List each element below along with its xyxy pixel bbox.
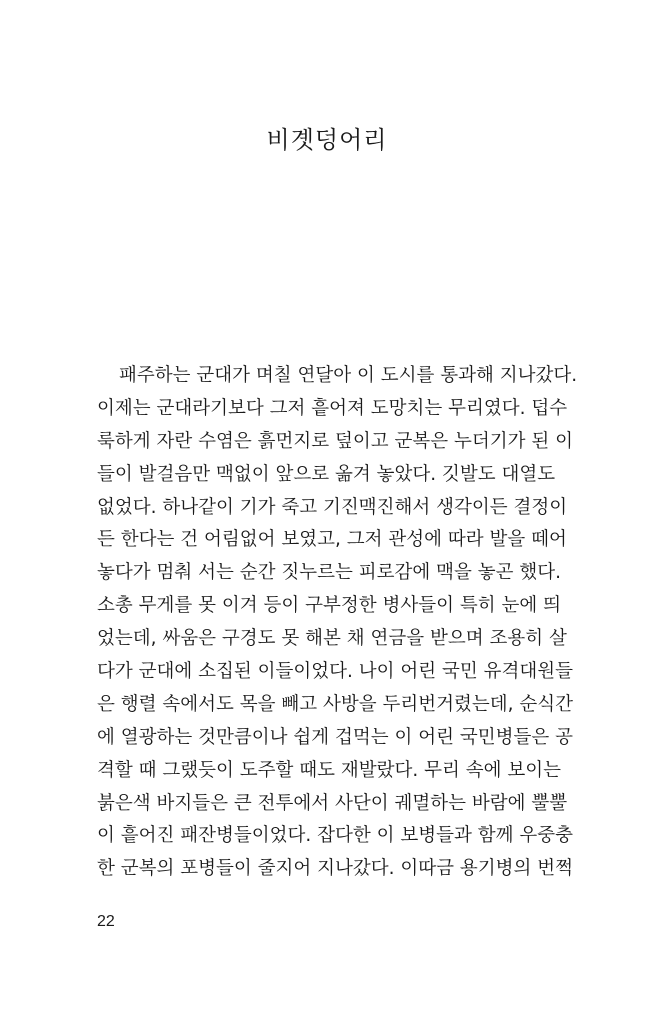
text-line: 에 열광하는 것만큼이나 쉽게 겁먹는 이 어린 국민병들은 공 (97, 726, 573, 748)
text-line: 붉은색 바지들은 큰 전투에서 사단이 궤멸하는 바람에 뿔뿔 (97, 792, 568, 814)
text-line: 룩하게 자란 수염은 흙먼지로 덮이고 군복은 누더기가 된 이 (97, 430, 573, 452)
text-line: 다가 군대에 소집된 이들이었다. 나이 어린 국민 유격대원들 (97, 661, 573, 683)
text-line: 었는데, 싸움은 구경도 못 해본 채 연금을 받으며 조용히 살 (97, 628, 567, 650)
page-number: 22 (97, 913, 115, 930)
text-line: 은 행렬 속에서도 목을 빼고 사방을 두리번거렸는데, 순식간 (97, 693, 573, 715)
text-line: 이제는 군대라기보다 그저 흩어져 도망치는 무리였다. 덥수 (97, 397, 568, 419)
body-text (97, 360, 578, 886)
text-line: 격할 때 그랬듯이 도주할 때도 재발랐다. 무리 속에 보이는 (97, 759, 561, 781)
text-line: 소총 무게를 못 이겨 등이 구부정한 병사들이 특히 눈에 띄 (97, 595, 561, 617)
text-line: 패주하는 군대가 며칠 연달아 이 도시를 통과해 지나갔다. (119, 365, 578, 386)
text-line: 없었다. 하나같이 기가 죽고 기진맥진해서 생각이든 결정이 (97, 496, 568, 518)
chapter-title: 비곗덩어리 (266, 126, 388, 154)
text-line: 놓다가 멈춰 서는 순간 짓누르는 피로감에 맥을 놓곤 했다. (97, 562, 561, 584)
text-line: 한 군복의 포병들이 줄지어 지나갔다. 이따금 용기병의 번쩍 (97, 858, 573, 880)
text-line: 들이 발걸음만 맥없이 앞으로 옮겨 놓았다. 깃발도 대열도 (97, 463, 556, 485)
text-line: 든 한다는 건 어림없어 보였고, 그저 관성에 따라 발을 떼어 (97, 529, 567, 551)
text-line: 이 흩어진 패잔병들이었다. 잡다한 이 보병들과 함께 우중충 (97, 825, 573, 847)
